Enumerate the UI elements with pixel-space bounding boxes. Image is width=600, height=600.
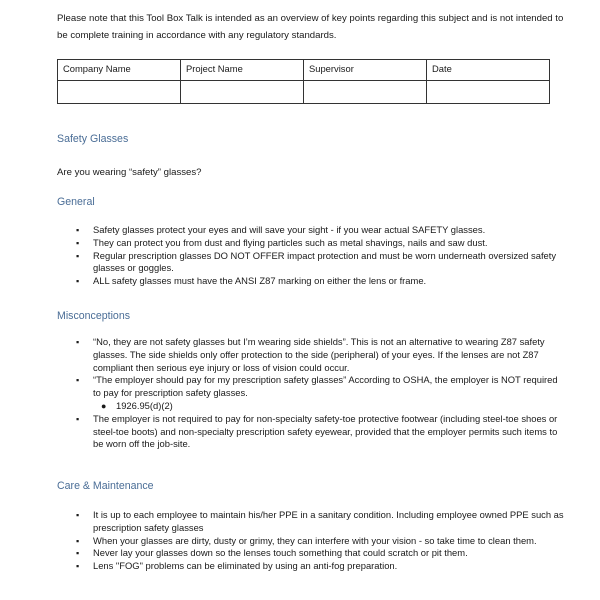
- bullet-icon: ▪: [76, 237, 80, 248]
- list-item: ▪ “No, they are not safety glasses but I’m wearing side shields”. This is not an alternative to wearing Z87 safety glasses. The side shields only offer protection to the side (peripheral) of your eyes. If the lenses are not Z87 compliant then serious eye injury or loss of vision could occur.: [76, 336, 545, 373]
- supervisor-header: Supervisor: [304, 60, 427, 81]
- list-item: ▪ They can protect you from dust and flying particles such as metal shavings, nails and saw dust.: [76, 236, 488, 248]
- list-item: ▪ When your glasses are dirty, dusty or grimy, they can interfere with your vision - so take time to clean them.: [76, 534, 537, 546]
- company-name-cell[interactable]: [58, 81, 181, 104]
- question-text: Are you wearing “safety” glasses?: [57, 167, 202, 178]
- date-cell[interactable]: [427, 81, 550, 104]
- list-item: ▪ Safety glasses protect your eyes and will save your sight - if you wear actual SAFETY glasses.: [76, 224, 486, 235]
- bullet-icon: ▪: [76, 510, 80, 520]
- list-item: ▪ Regular prescription glasses DO NOT OFFER impact protection and must be worn underneath oversized safety glasses or goggles.: [76, 249, 557, 274]
- supervisor-cell[interactable]: [304, 81, 427, 104]
- list-item: ▪ The employer is not required to pay for non-specialty safety-toe protective footwear (including steel-toe shoes or steel-toe boots) and non-specialty prescription safety eyewear, provided that the employer permits such items to be worn off the job-site.: [76, 412, 558, 450]
- info-table-header-row: [58, 60, 550, 81]
- project-name-cell[interactable]: [181, 81, 304, 104]
- bullet-icon: ▪: [76, 535, 80, 546]
- general-heading: General: [57, 196, 95, 208]
- bullet-icon: ▪: [76, 225, 80, 235]
- misconceptions-heading: Misconceptions: [57, 310, 131, 322]
- list-item: ▪ Lens "FOG" problems can be eliminated by using an anti-fog preparation.: [76, 560, 398, 572]
- misconceptions-list: [76, 336, 566, 451]
- list-item: ▪ It is up to each employee to maintain his/her PPE in a sanitary condition. Including employee owned PPE such as prescription safety glasses: [76, 509, 564, 533]
- list-item: ▪ Never lay your glasses down so the lenses touch something that could scratch or pit them.: [76, 547, 468, 559]
- list-item: ● 1926.95(d)(2): [101, 399, 173, 411]
- bullet-icon: ▪: [76, 561, 80, 572]
- info-table: [57, 59, 550, 104]
- bullet-icon: ▪: [76, 375, 80, 386]
- care-list: [76, 509, 566, 573]
- intro-disclaimer: Please note that this Tool Box Talk is intended as an overview of key points regarding this subject and is not intended to be complete training in accordance with any regulatory standards.: [57, 13, 564, 41]
- bullet-icon: ▪: [76, 337, 80, 347]
- date-header: Date: [427, 60, 550, 81]
- general-list: [76, 224, 566, 288]
- bullet-icon: ●: [101, 400, 107, 411]
- info-table-entry-row: [58, 81, 550, 104]
- bullet-icon: ▪: [76, 548, 80, 559]
- list-item: ▪ ALL safety glasses must have the ANSI Z87 marking on either the lens or frame.: [76, 275, 427, 287]
- bullet-icon: ▪: [76, 413, 80, 424]
- company-name-header: Company Name: [58, 60, 181, 81]
- project-name-header: Project Name: [181, 60, 304, 81]
- document-title: Safety Glasses: [57, 133, 129, 145]
- list-item: ▪ “The employer should pay for my prescription safety glasses” According to OSHA, the employer is NOT required to pay for prescription safety glasses.: [76, 374, 558, 399]
- bullet-icon: ▪: [76, 250, 80, 261]
- care-heading: Care & Maintenance: [57, 480, 154, 492]
- bullet-icon: ▪: [76, 276, 80, 287]
